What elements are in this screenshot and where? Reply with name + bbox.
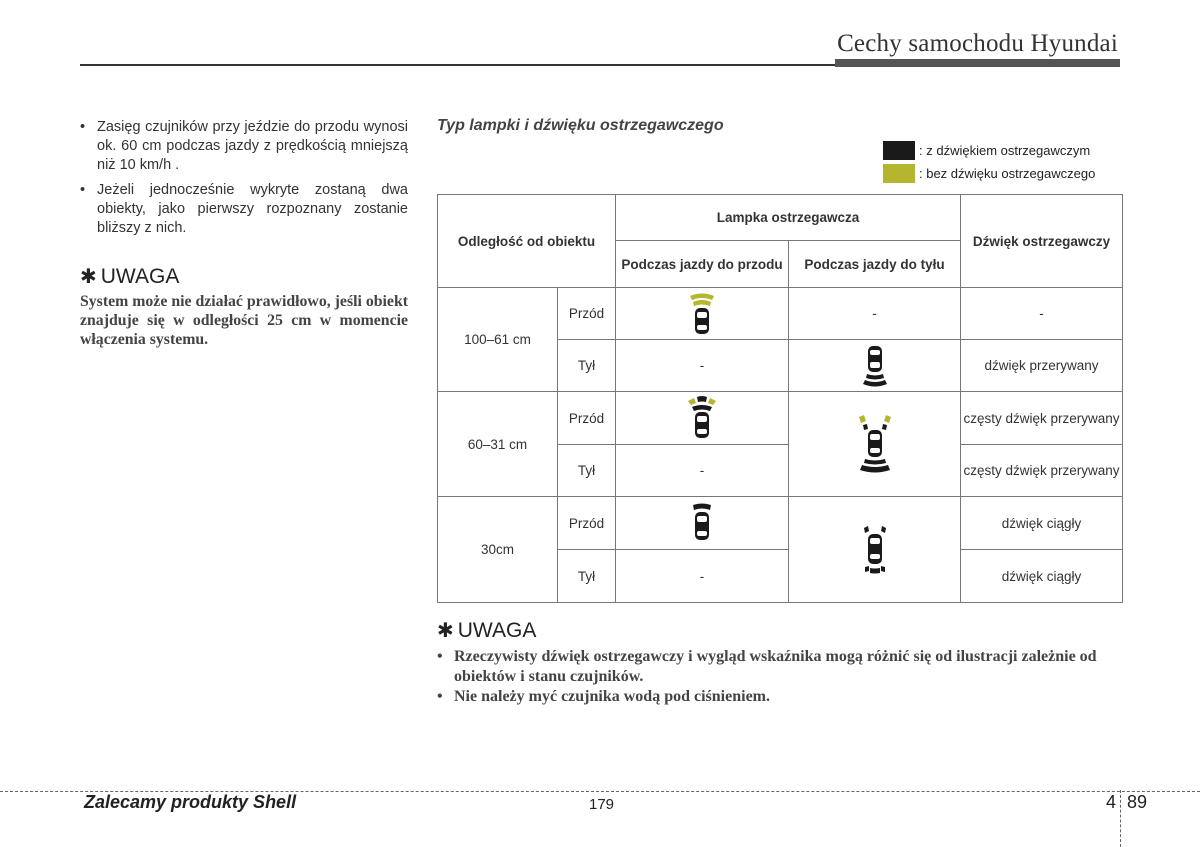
indicator-cell — [789, 340, 961, 392]
legend-label: : z dźwiękiem ostrzegawczym — [919, 143, 1091, 158]
left-column — [80, 118, 408, 349]
asterisk-icon: ✱ — [80, 266, 97, 288]
car-front-far-indicator-icon — [687, 291, 717, 337]
car-near-range-indicator-icon — [857, 522, 893, 578]
legend-swatch-black — [883, 141, 915, 160]
indicator-cell: - — [616, 340, 789, 392]
list-item: • Zasięg czujników przy jeździe do przodu wynosi ok. 60 cm podczas jazdy z prędkością mniejszą niż 10 km/h . — [80, 118, 408, 175]
warning-heading — [80, 264, 408, 289]
indicator-cell — [789, 392, 961, 497]
sound-cell: częsty dźwięk przerywany — [961, 445, 1123, 497]
section-number: 4 — [1106, 792, 1117, 812]
header-accent-bar — [835, 59, 1120, 67]
indicator-cell — [789, 497, 961, 603]
car-front-near-indicator-icon — [687, 502, 717, 544]
car-front-mid-indicator-icon — [684, 395, 720, 441]
header-forward: Podczas jazdy do przodu — [616, 241, 789, 288]
legend-swatch-olive — [883, 164, 915, 183]
warning-table — [437, 194, 1123, 603]
legend-item — [883, 162, 1095, 185]
header-sound: Dźwięk ostrzegawczy — [961, 195, 1123, 288]
car-mid-range-indicator-icon — [855, 413, 895, 475]
warning-list — [437, 647, 1127, 707]
indicator-cell: - — [616, 550, 789, 603]
footer-brand-text: Zalecamy produkty Shell — [84, 792, 297, 812]
warning-text: System może nie działać prawidłowo, jeśli obiekt znajduje się w odległości 25 cm w momencie włączenia systemu. — [80, 293, 408, 348]
header-distance: Odległość od obiektu — [438, 195, 616, 288]
distance-cell: 30cm — [438, 497, 558, 603]
list-item: • Rzeczywisty dźwięk ostrzegawczy i wygląd wskaźnika mogą różnić się od ilustracji zależnie od obiektów i stanu czujników. — [437, 647, 1127, 687]
sound-cell: dźwięk ciągły — [961, 497, 1123, 550]
position-cell: Przód — [558, 497, 616, 550]
warning-heading — [437, 618, 1127, 643]
legend-label: : bez dźwięku ostrzegawczego — [919, 166, 1096, 181]
legend-item — [883, 139, 1095, 162]
position-cell: Przód — [558, 288, 616, 340]
section-page-number: 89 — [1127, 792, 1148, 812]
sound-cell: dźwięk przerywany — [961, 340, 1123, 392]
warning-heading-label: UWAGA — [457, 619, 537, 642]
list-item: • Nie należy myć czujnika wodą pod ciśnieniem. — [437, 687, 1127, 707]
indicator-cell: - — [616, 445, 789, 497]
legend — [883, 139, 1095, 185]
page-header-title: Cechy samochodu Hyundai — [837, 30, 1118, 57]
sound-cell: częsty dźwięk przerywany — [961, 392, 1123, 445]
sensor-info-list — [80, 118, 408, 238]
page-number: 179 — [589, 796, 615, 813]
asterisk-icon: ✱ — [437, 620, 454, 642]
bottom-warning — [437, 618, 1127, 707]
distance-cell: 100–61 cm — [438, 288, 558, 392]
sound-cell: dźwięk ciągły — [961, 550, 1123, 603]
distance-cell: 60–31 cm — [438, 392, 558, 497]
indicator-cell — [616, 392, 789, 445]
warning-heading-label: UWAGA — [100, 265, 180, 288]
indicator-cell — [616, 288, 789, 340]
position-cell: Tył — [558, 550, 616, 603]
position-cell: Przód — [558, 392, 616, 445]
position-cell: Tył — [558, 340, 616, 392]
footer-divider — [1120, 790, 1121, 847]
position-cell: Tył — [558, 445, 616, 497]
header-reverse: Podczas jazdy do tyłu — [789, 241, 961, 288]
indicator-cell: - — [789, 288, 961, 340]
list-item: • Jeżeli jednocześnie wykryte zostaną dwa obiekty, jako pierwszy rozpoznany zostanie bliższy z nich. — [80, 181, 408, 238]
indicator-cell — [616, 497, 789, 550]
car-rear-far-indicator-icon — [860, 343, 890, 389]
sound-cell: - — [961, 288, 1123, 340]
table-title: Typ lampki i dźwięku ostrzegawczego — [437, 117, 724, 134]
header-lamp: Lampka ostrzegawcza — [616, 195, 961, 241]
